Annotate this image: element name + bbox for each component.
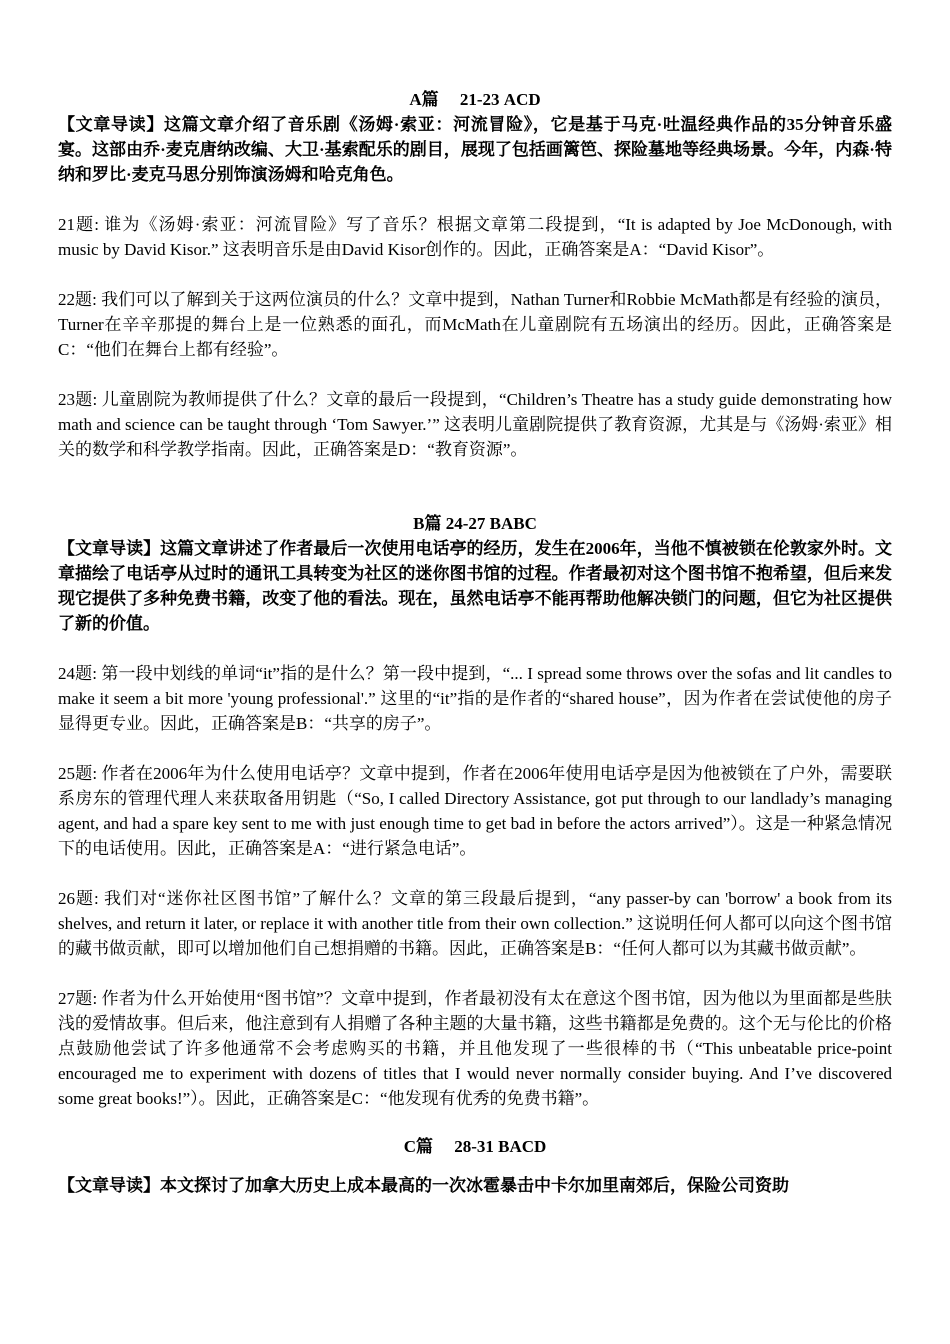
document-page xyxy=(58,88,892,1198)
section-b-intro: 【文章导读】这篇文章讲述了作者最后一次使用电话亭的经历，发生在2006年，当他不慎被锁在伦敦家外时。文章描绘了电话亭从过时的通讯工具转变为社区的迷你图书馆的过程。作者最初对这个图书馆不抱希望，但后来发现它提供了多种免费书籍，改变了他的看法。现在，虽然电话亭不能再帮助他解决锁门的问题，但它为社区提供了新的价值。 xyxy=(58,539,892,633)
section-a-intro: 【文章导读】这篇文章介绍了音乐剧《汤姆·索亚：河流冒险》，它是基于马克·吐温经典作品的35分钟音乐盛宴。这部由乔·麦克唐纳改编、大卫·基索配乐的剧目，展现了包括画篱笆、探险墓地等经典场景。今年，内森·特纳和罗比·麦克马思分别饰演汤姆和哈克角色。 xyxy=(58,115,892,184)
question-22: 22题: 我们可以了解到关于这两位演员的什么？文章中提到，Nathan Turner和Robbie McMath都是有经验的演员，Turner在辛辛那提的舞台上是一位熟悉的面孔，而McMath在儿童剧院有五场演出的经历。因此，正确答案是C：“他们在舞台上都有经验”。 xyxy=(58,290,892,359)
question-21: 21题: 谁为《汤姆·索亚：河流冒险》写了音乐？根据文章第二段提到，“It is adapted by Joe McDonough, with music by David Kisor.” 这表明音乐是由David Kisor创作的。因此，正确答案是A：“David Kisor”。 xyxy=(58,215,892,259)
section-a-heading: A篇 21-23 ACD xyxy=(409,90,541,109)
question-24: 24题: 第一段中划线的单词“it”指的是什么？第一段中提到，“... I spread some throws over the sofas and lit candles to make it seem a bit more 'young professional'.” 这里的“it”指的是作者的“shared house”，因为作者在尝试使他的房子显得更专业。因此，正确答案是B：“共享的房子”。 xyxy=(58,664,892,733)
section-b-heading: B篇 24-27 BABC xyxy=(413,514,537,533)
question-26: 26题: 我们对“迷你社区图书馆”了解什么？文章的第三段最后提到，“any passer-by can 'borrow' a book from its shelves, and return it later, or replace it with another title from their own collection.” 这说明任何人都可以向这个图书馆的藏书做贡献，即可以增加他们自己想捐赠的书籍。因此，正确答案是B：“任何人都可以为其藏书做贡献”。 xyxy=(58,889,893,958)
section-c-heading: C篇 28-31 BACD xyxy=(403,1137,547,1156)
section-c-intro: 【文章导读】本文探讨了加拿大历史上成本最高的一次冰雹暴击中卡尔加里南郊后，保险公司资助 xyxy=(58,1176,789,1195)
question-23: 23题: 儿童剧院为教师提供了什么？文章的最后一段提到，“Children’s Theatre has a study guide demonstrating how math and science can be taught through ‘Tom Sawyer.’” 这表明儿童剧院提供了教育资源，尤其是与《汤姆·索亚》相关的数学和科学教学指南。因此，正确答案是D：“教育资源”。 xyxy=(58,390,892,459)
question-25: 25题: 作者在2006年为什么使用电话亭？文章中提到，作者在2006年使用电话亭是因为他被锁在了户外，需要联系房东的管理代理人来获取备用钥匙（“So, I called Directory Assistance, got put through to our landlady’s managing agent, and had a spare key sent to me with just enough time to get bad in before the actors arrived”）。这是一种紧急情况下的电话使用。因此，正确答案是A：“进行紧急电话”。 xyxy=(58,764,892,858)
question-27: 27题: 作者为什么开始使用“图书馆”？文章中提到，作者最初没有太在意这个图书馆，因为他以为里面都是些肤浅的爱情故事。但后来，他注意到有人捐赠了各种主题的大量书籍，这些书籍都是免费的。这个无与伦比的价格点鼓励他尝试了许多他通常不会考虑购买的书籍，并且他发现了一些很棒的书（“This unbeatable price-point encouraged me to experiment with dozens of titles that I would never normally consider buying. And I’ve discovered some great books!”）。因此，正确答案是C：“他发现有优秀的免费书籍”。 xyxy=(58,989,892,1108)
